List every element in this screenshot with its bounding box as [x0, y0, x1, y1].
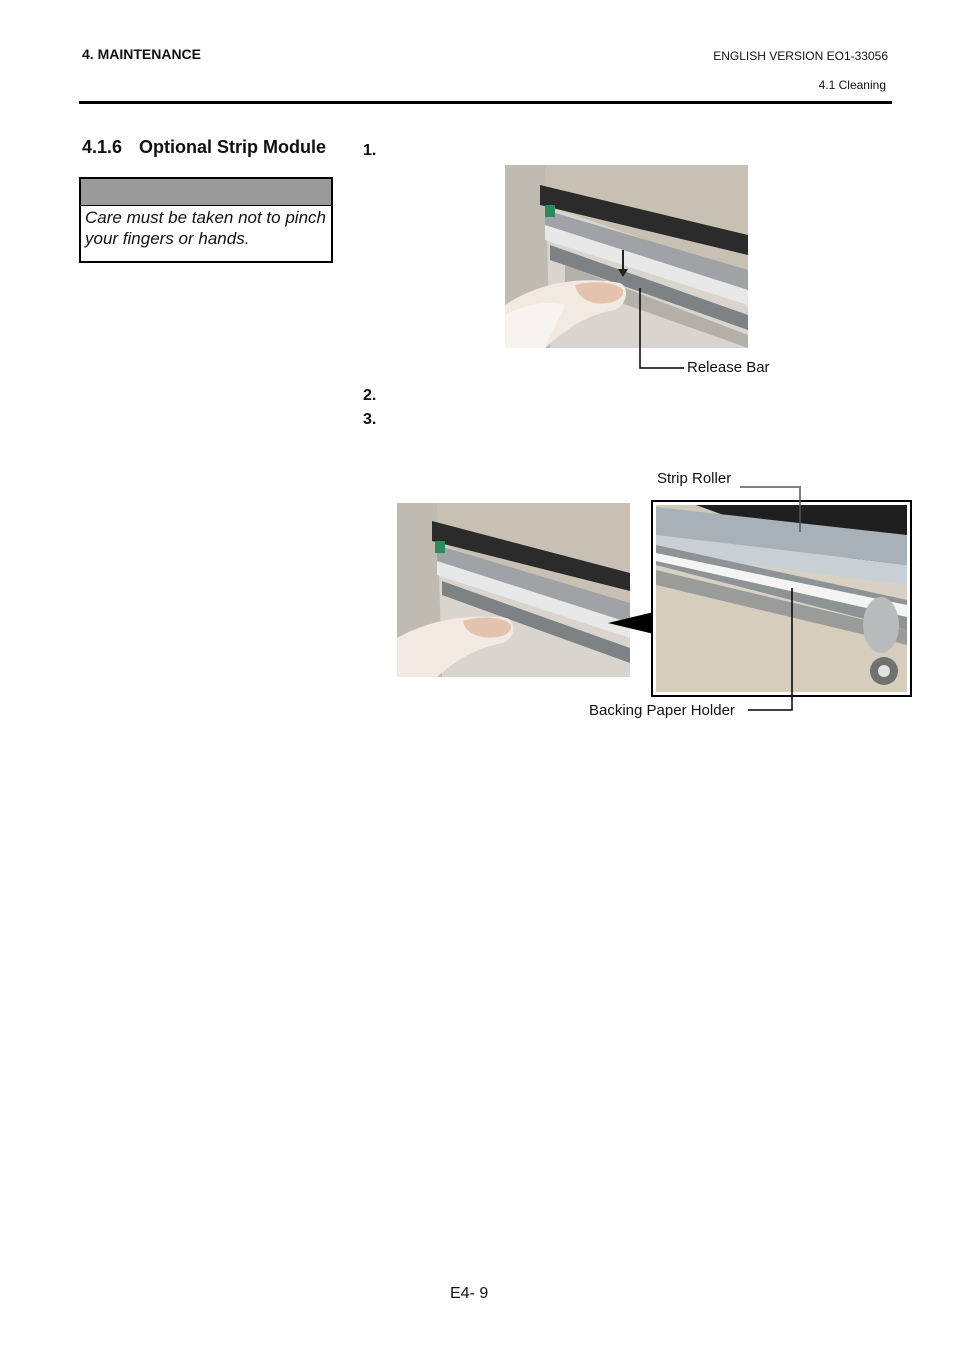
strip-roller-callout-line — [740, 484, 804, 534]
section-number: 4.1.6 — [82, 137, 123, 157]
page-number: E4- 9 — [450, 1285, 489, 1302]
step-number-1: 1. — [363, 142, 377, 159]
strip-module-overview-photo — [397, 503, 630, 677]
release-bar-photo — [505, 165, 748, 348]
subsection-title: 4.1 Cleaning — [818, 78, 886, 92]
caution-box — [79, 177, 333, 263]
release-bar-callout-line — [636, 288, 684, 373]
header-rule — [79, 101, 892, 104]
caution-text: Care must be taken not to pinch your fingers or hands. — [85, 208, 326, 248]
zoom-pointer-icon — [608, 612, 654, 634]
release-bar-label: Release Bar — [687, 359, 770, 376]
document-version: ENGLISH VERSION EO1-33056 — [713, 49, 888, 63]
strip-roller-label: Strip Roller — [657, 470, 732, 487]
section-title: Optional Strip Module — [139, 137, 326, 157]
step-number-2: 2. — [363, 387, 377, 404]
backing-paper-holder-callout-line — [748, 588, 798, 714]
caution-heading — [81, 179, 331, 206]
backing-paper-holder-label: Backing Paper Holder — [589, 702, 735, 719]
step-number-3: 3. — [363, 411, 377, 428]
chapter-title: 4. MAINTENANCE — [82, 46, 202, 62]
